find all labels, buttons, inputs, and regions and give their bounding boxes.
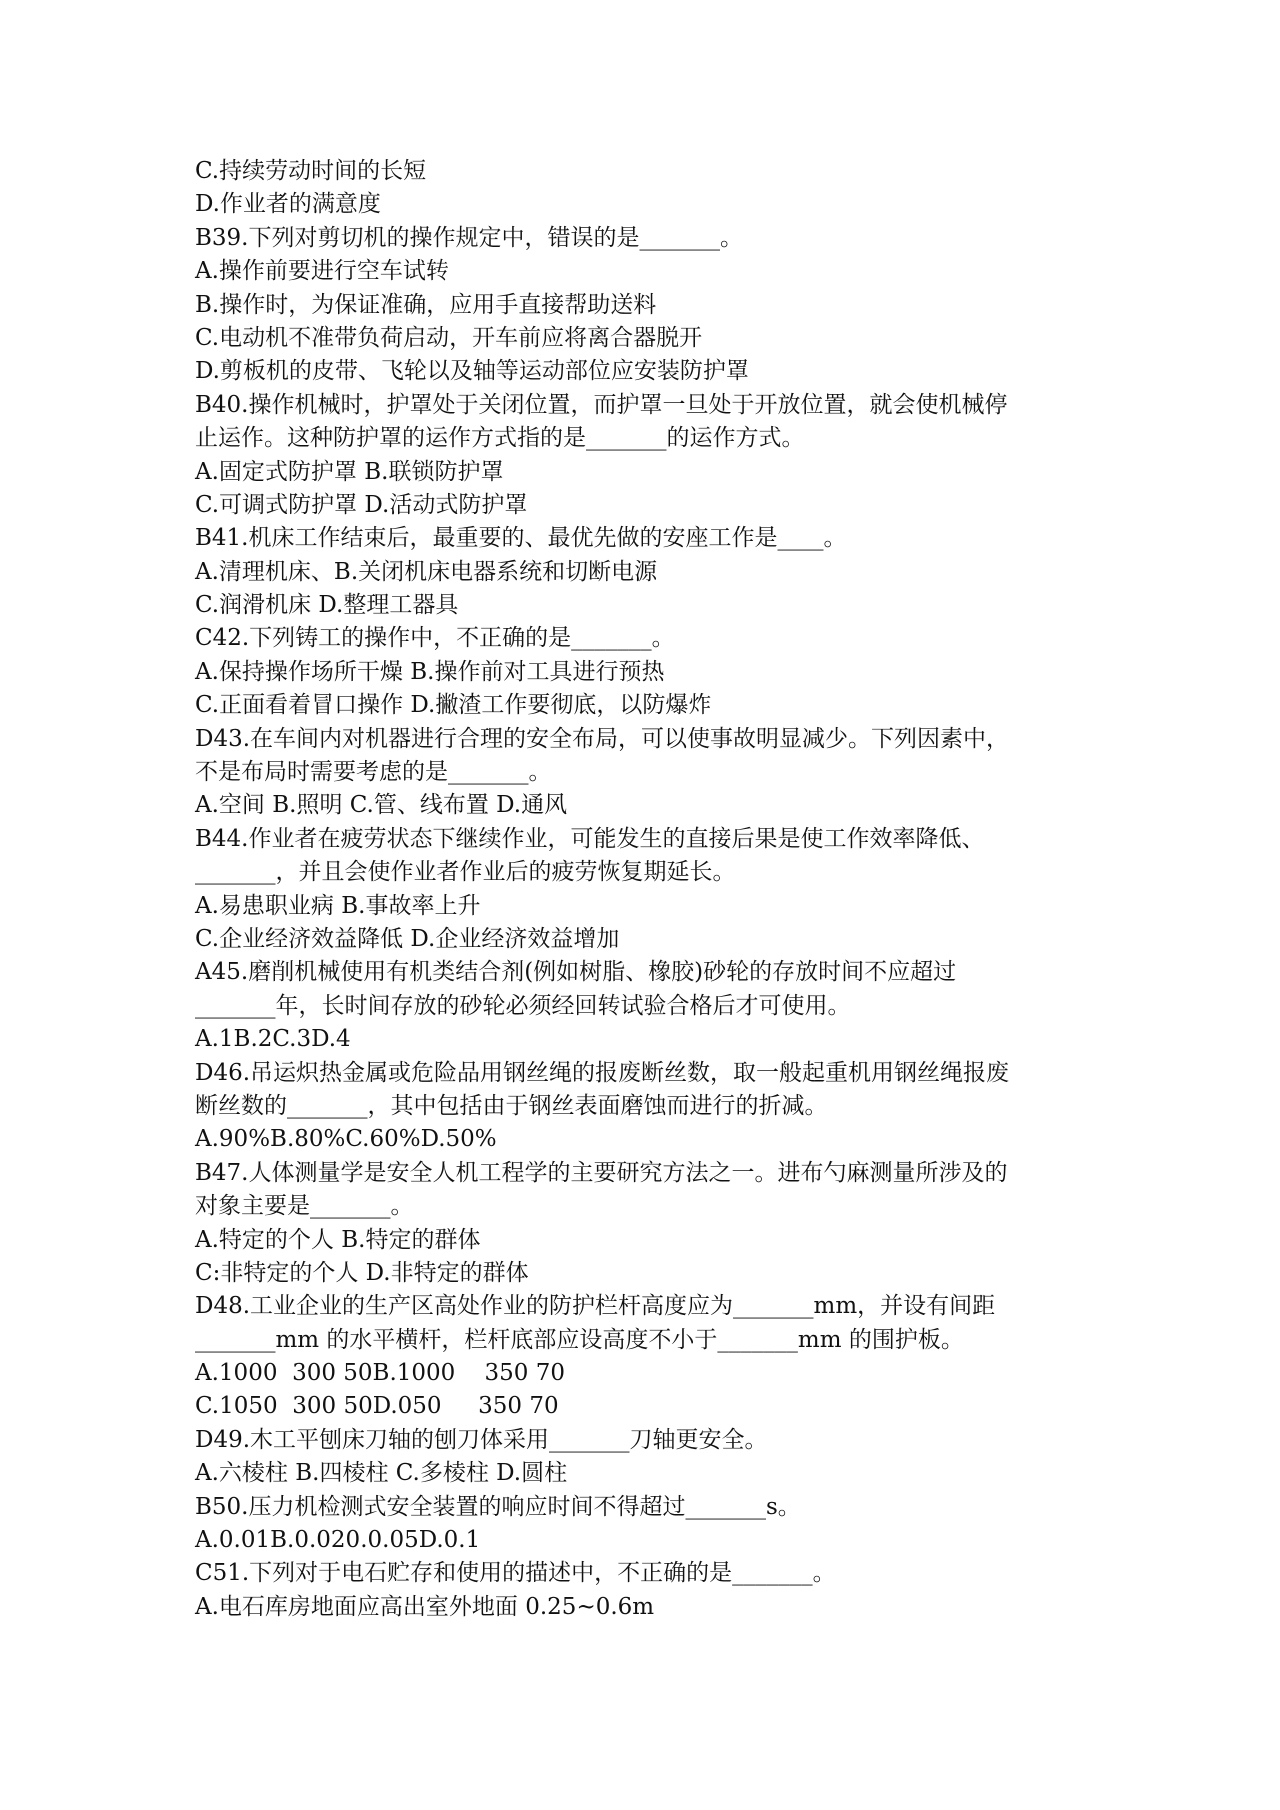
option-line: A.空间 B.照明 C.管、线布置 D.通风	[195, 792, 568, 819]
option-line: C:非特定的个人 D.非特定的群体	[195, 1259, 529, 1286]
question-line: D48.工业企业的生产区高处作业的防护栏杆高度应为_______mm，并设有间距	[195, 1293, 996, 1320]
option-line: A.操作前要进行空车试转	[195, 258, 449, 285]
option-line: D.剪板机的皮带、飞轮以及轴等运动部位应安装防护罩	[195, 358, 749, 385]
option-line: C.企业经济效益降低 D.企业经济效益增加	[195, 925, 620, 952]
option-line: C.可调式防护罩 D.活动式防护罩	[195, 491, 528, 518]
question-line: B41.机床工作结束后，最重要的、最优先做的安座工作是____。	[195, 525, 847, 552]
question-line: _______，并且会使作业者作业后的疲劳恢复期延长。	[195, 859, 736, 886]
question-line: 断丝数的_______，其中包括由于钢丝表面磨蚀而进行的折减。	[195, 1092, 828, 1119]
question-line: D49.木工平刨床刀轴的刨刀体采用_______刀轴更安全。	[195, 1426, 768, 1453]
option-line: B.操作时，为保证准确，应用手直接帮助送料	[195, 291, 657, 318]
question-line: 止运作。这种防护罩的运作方式指的是_______的运作方式。	[195, 425, 805, 452]
question-line: B44.作业者在疲劳状态下继续作业，可能发生的直接后果是使工作效率降低、	[195, 825, 985, 852]
question-line: _______mm 的水平横杆，栏杆底部应设高度不小于_______mm 的围护板。	[195, 1326, 964, 1353]
question-line: B47.人体测量学是安全人机工程学的主要研究方法之一。进布勺麻测量所涉及的	[195, 1159, 1008, 1186]
option-line: A.清理机床、B.关闭机床电器系统和切断电源	[195, 558, 658, 585]
question-line: B39.下列对剪切机的操作规定中，错误的是_______。	[195, 224, 743, 251]
option-line: A.电石库房地面应高出室外地面 0.25~0.6m	[195, 1593, 655, 1620]
text-line: C.持续劳动时间的长短	[195, 158, 427, 184]
option-line: C.润滑机床 D.整理工器具	[195, 592, 459, 619]
option-line: A.0.01B.0.020.0.05D.0.1	[195, 1527, 481, 1554]
question-line: B40.操作机械时，护罩处于关闭位置，而护罩一旦处于开放位置，就会使机械停	[195, 391, 1008, 418]
question-line: C51.下列对于电石贮存和使用的描述中，不正确的是_______。	[195, 1560, 836, 1587]
option-line: C.正面看着冒口操作 D.撇渣工作要彻底，以防爆炸	[195, 692, 712, 719]
option-line: A.固定式防护罩 B.联锁防护罩	[195, 458, 504, 485]
text-line: D.作业者的满意度	[195, 191, 381, 218]
option-line: A.1B.2C.3D.4	[195, 1026, 351, 1053]
question-line: D46.吊运炽热金属或危险品用钢丝绳的报废断丝数，取一般起重机用钢丝绳报废	[195, 1059, 1010, 1086]
option-line: A.90%B.80%C.60%D.50%	[195, 1126, 497, 1153]
option-line: C.1050 300 50D.050 350 70	[195, 1393, 559, 1420]
question-line: _______年，长时间存放的砂轮必须经回转试验合格后才可使用。	[195, 992, 851, 1019]
option-line: A.特定的个人 B.特定的群体	[195, 1226, 481, 1253]
option-line: A.六棱柱 B.四棱柱 C.多棱柱 D.圆柱	[195, 1460, 568, 1487]
question-line: 对象主要是_______。	[195, 1193, 414, 1220]
document-body	[195, 155, 1095, 1624]
question-line: D43.在车间内对机器进行合理的安全布局，可以使事故明显减少。下列因素中，	[195, 725, 1010, 752]
option-line: A.易患职业病 B.事故率上升	[195, 892, 481, 919]
option-line: C.电动机不准带负荷启动，开车前应将离合器脱开	[195, 324, 703, 351]
option-line: A.1000 300 50B.1000 350 70	[195, 1360, 566, 1387]
question-line: C42.下列铸工的操作中，不正确的是_______。	[195, 625, 675, 652]
question-line: A45.磨削机械使用有机类结合剂(例如树脂、橡胶)砂轮的存放时间不应超过	[195, 959, 957, 986]
option-line: A.保持操作场所干燥 B.操作前对工具进行预热	[195, 658, 665, 685]
question-line: B50.压力机检测式安全装置的响应时间不得超过_______s。	[195, 1493, 801, 1520]
question-line: 不是布局时需要考虑的是_______。	[195, 759, 552, 786]
